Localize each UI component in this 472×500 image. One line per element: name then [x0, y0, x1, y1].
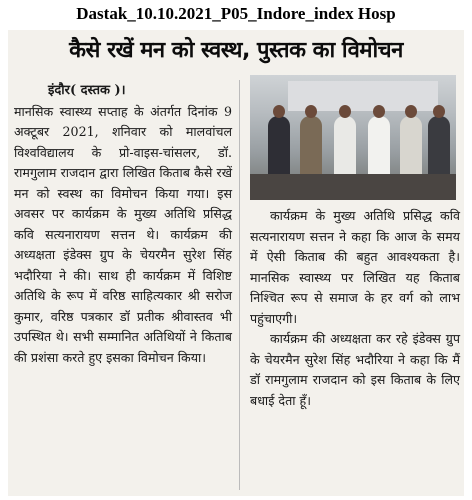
photo-person — [400, 116, 422, 178]
photo-person — [428, 116, 450, 178]
photo-person — [334, 116, 356, 178]
photo-person — [300, 116, 322, 178]
photo-person — [268, 116, 290, 178]
newspaper-clipping — [8, 30, 464, 496]
photo-person — [368, 116, 390, 178]
right-paragraph-1: कार्यक्रम के मुख्य अतिथि प्रसिद्ध कवि सत्यनारायण सत्तन ने कहा कि आज के समय में ऐसी किताब की बहुत आवश्यकता है। मानसिक स्वास्थ्य पर लिखित यह किताब निश्चित रूप से समाज के हर वर्ग को लाभ पहुंचाएगी। — [250, 208, 460, 326]
event-photo — [250, 75, 456, 200]
clipping-source-title: Dastak_10.10.2021_P05_Indore_index Hosp — [76, 4, 396, 23]
photo-person-head — [373, 105, 385, 118]
photo-stage-table — [250, 174, 456, 200]
left-article-column — [14, 80, 232, 368]
headline: कैसे रखें मन को स्वस्थ, पुस्तक का विमोचन — [69, 38, 403, 63]
left-paragraph-1: मानसिक स्वास्थ्य सप्ताह के अंतर्गत दिनांक 9 अक्टूबर 2021, शनिवार को मालवांचल विश्वविद्यालय के प्रो-वाइस-चांसलर, डॉ. रामगुलाम राजदान द्वारा लिखित किताब कैसे रखें मन को स्वस्थ का विमोचन किया गया। इस अवसर पर कार्यक्रम के मुख्य अतिथि प्रसिद्ध कवि सत्यनारायण सत्तन थे। कार्यक्रम की अध्यक्षता इंडेक्स ग्रुप के चेयरमैन सुरेश सिंह भदौरिया ने की। साथ ही कार्यक्रम में विशिष्ट अतिथि के रूप में वरिष्ठ साहित्यकार श्री सरोज कुमार, वरिष्ठ पत्रकार डॉ प्रतीक श्रीवास्तव भी उपस्थित थे। सभी सम्मानित अतिथियों ने किताब की प्रशंसा करते हुए इसका विमोचन किया। — [14, 103, 232, 365]
right-paragraph-2: कार्यक्रम की अध्यक्षता कर रहे इंडेक्स ग्रुप के चेयरमैन सुरेश सिंह भदौरिया ने कहा कि मैं डॉ रामगुलाम राजदान को इस किताब के लिए बधाई देता हूँ। — [250, 331, 460, 408]
column-divider — [239, 80, 240, 490]
photo-person-head — [273, 105, 285, 118]
dateline: इंदौर( दस्तक )। — [48, 83, 126, 98]
right-article-column — [250, 206, 460, 411]
photo-person-head — [405, 105, 417, 118]
photo-person-head — [305, 105, 317, 118]
photo-person-head — [339, 105, 351, 118]
photo-person-head — [433, 105, 445, 118]
